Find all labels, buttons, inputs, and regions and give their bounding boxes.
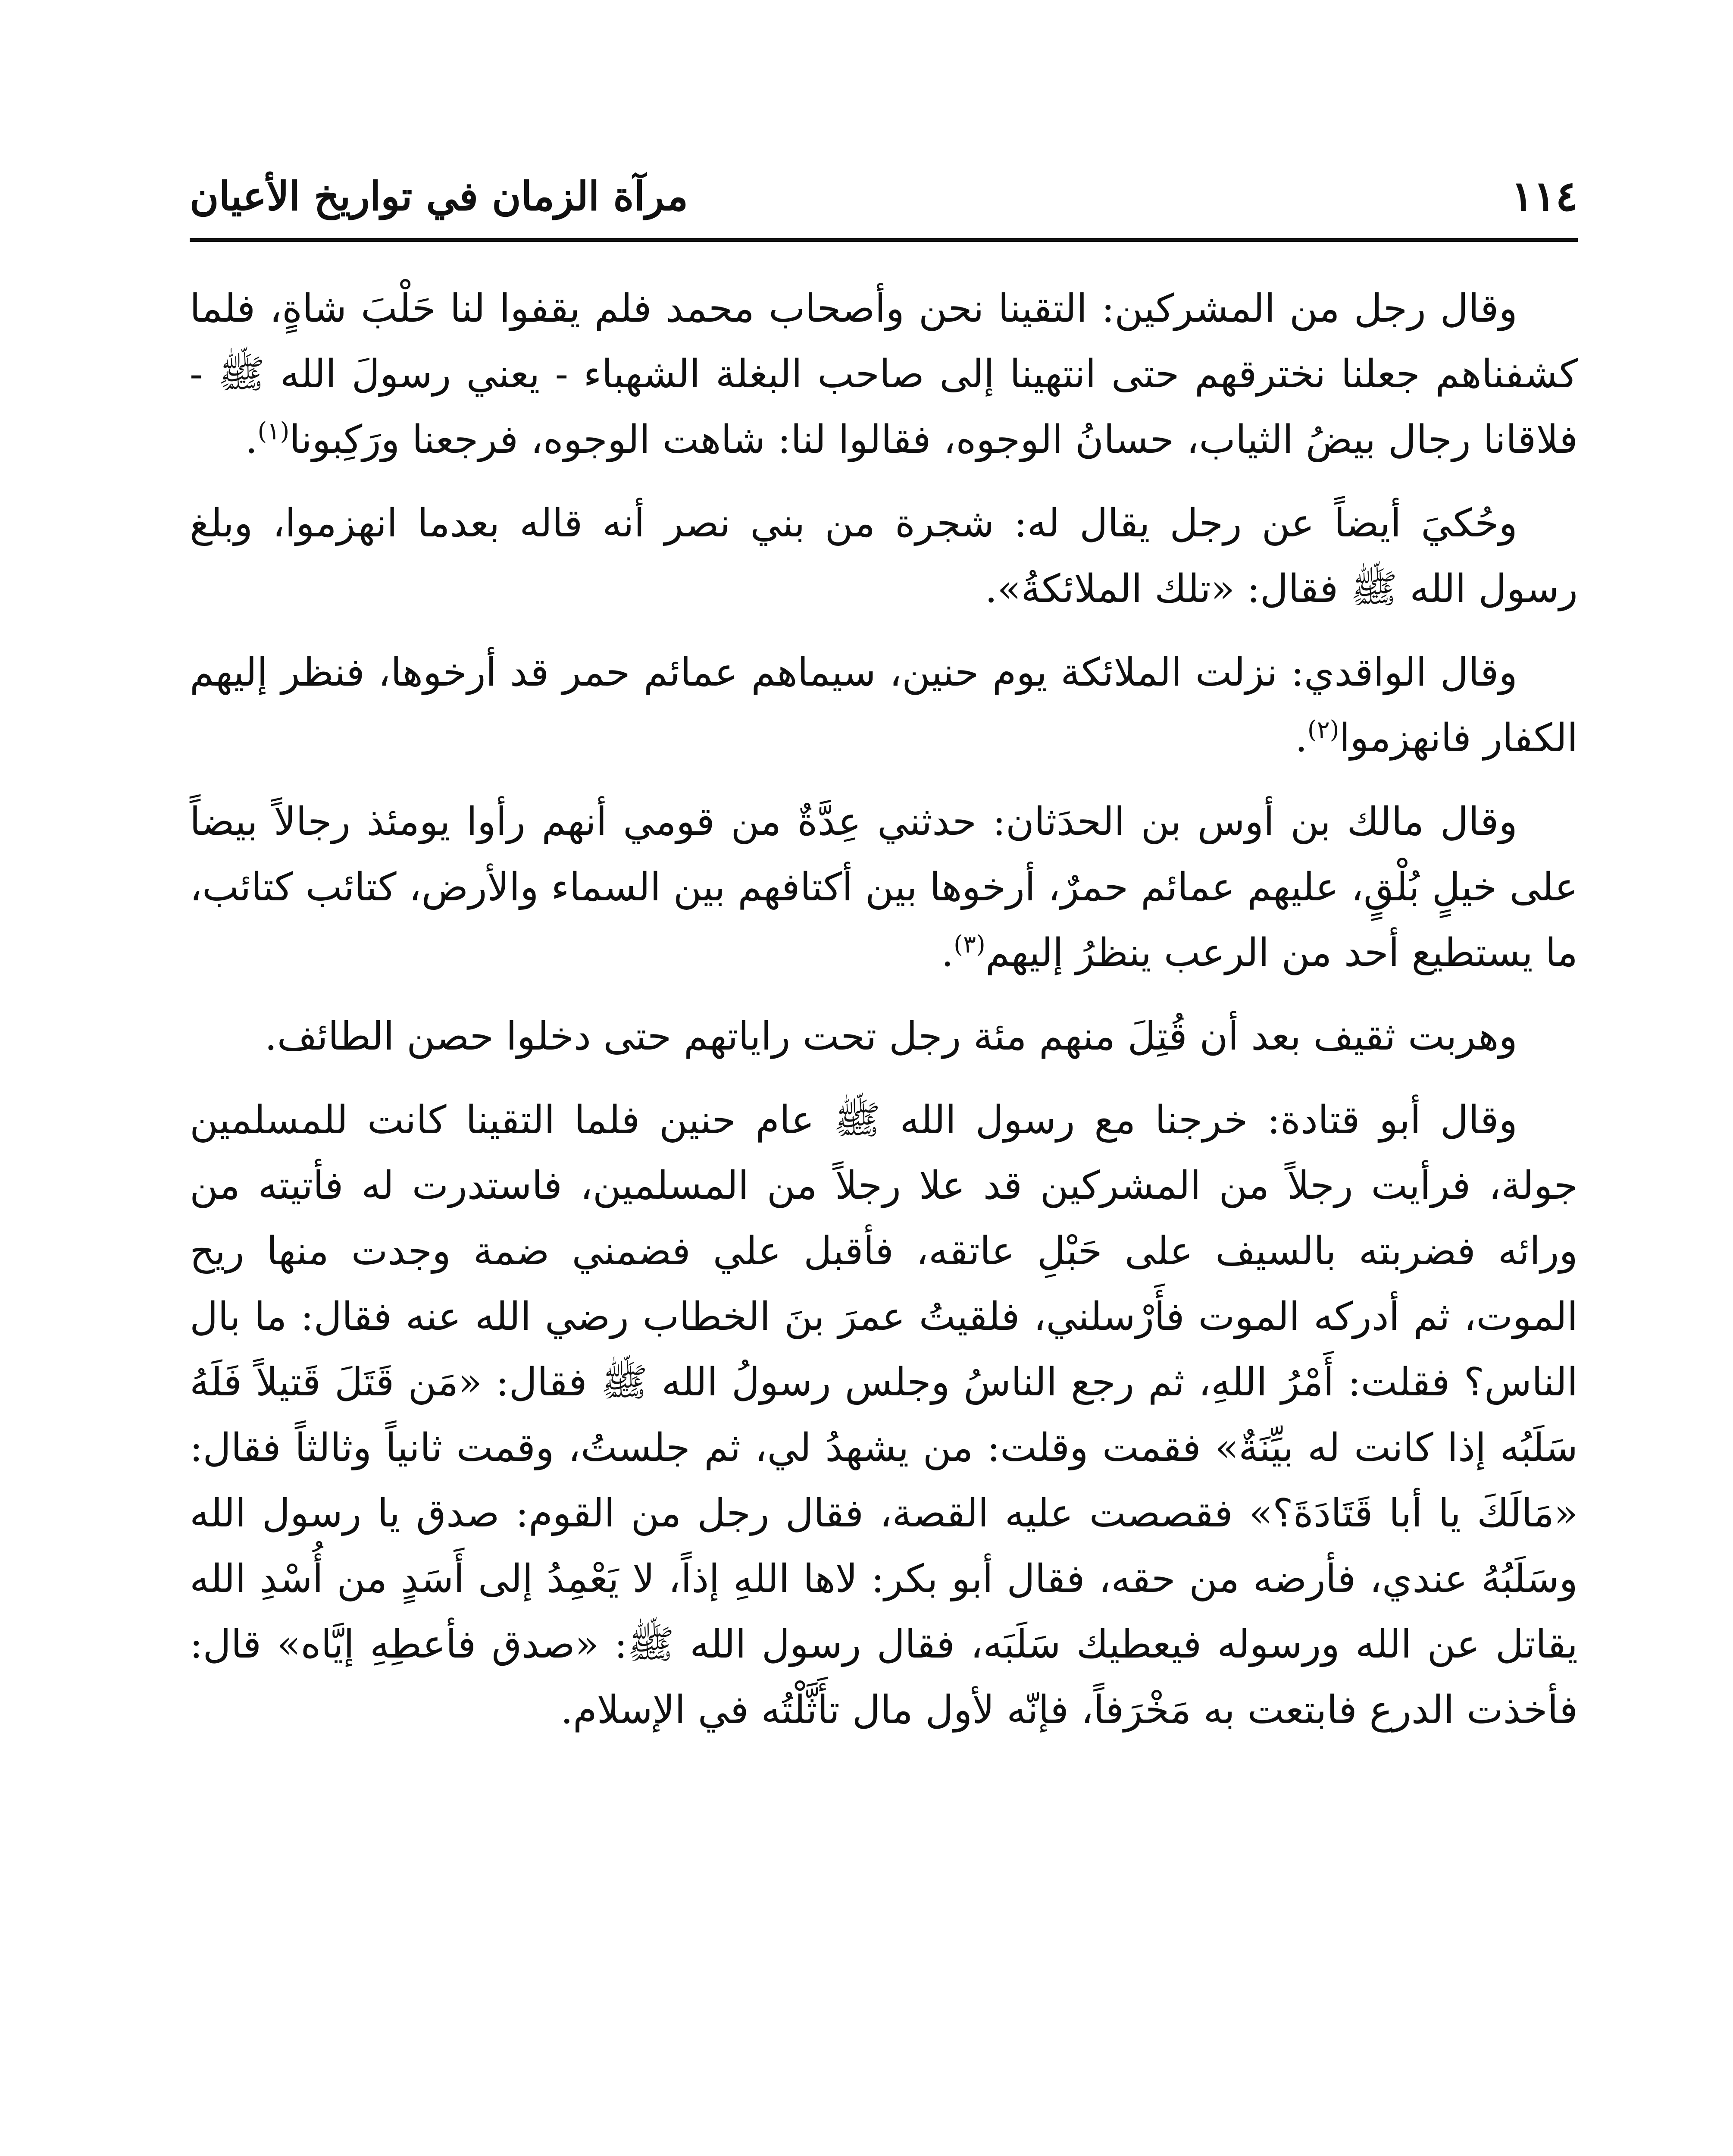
paragraph-text: وقال مالك بن أوس بن الحدَثان: حدثني عِدَّةٌ من قومي أنهم رأوا يومئذ رجالاً بيضاً على خيلٍ بُلْقٍ، عليهم عمائم حمرٌ، أرخوها بين أكتافهم بين السماء والأرض، كتائب كتائب، ما يستطيع أحد من الرعب ينظرُ إليهم xyxy=(190,799,1578,975)
footnote-ref: (٢) xyxy=(1307,716,1339,744)
paragraph-text: وقال أبو قتادة: خرجنا مع رسول الله ﷺ عام حنين فلما التقينا كانت للمسلمين جولة، فرأيت رجلاً من المشركين قد علا رجلاً من المسلمين، فاستدرت له فأتيته من ورائه فضربته بالسيف على حَبْلِ عاتقه، فأقبل علي فضمني ضمة وجدت منها ريح الموت، ثم أدركه الموت فأَرْسلني، فلقيتُ عمرَ بنَ الخطاب رضي الله عنه فقال: ما بال الناس؟ فقلت: أَمْرُ اللهِ، ثم رجع الناسُ وجلس رسولُ الله ﷺ فقال: «مَن قَتَلَ قَتيلاً فَلَهُ سَلَبُه إذا كانت له بيِّنَةٌ» فقمت وقلت: من يشهدُ لي، ثم جلستُ، وقمت ثانياً وثالثاً فقال: «مَالَكَ يا أبا قَتَادَةَ؟» فقصصت عليه القصة، فقال رجل من القوم: صدق يا رسول الله وسَلَبُهُ عندي، فأرضه من حقه، فقال أبو بكر: لاها اللهِ إذاً، لا يَعْمِدُ إلى أَسَدٍ من أُسْدِ الله يقاتل عن الله ورسوله فيعطيك سَلَبَه، فقال رسول الله ﷺ: «صدق فأعطِهِ إيَّاه» قال: فأخذت الدرع فابتعت به مَخْرَفاً، فإنّه لأول مال تأَثَّلْتُه في الإسلام. xyxy=(190,1097,1578,1733)
paragraph xyxy=(190,1087,1578,1743)
header-rule xyxy=(190,238,1578,242)
paragraph xyxy=(190,276,1578,473)
paragraph-text: وقال الواقدي: نزلت الملائكة يوم حنين، سيماهم عمائم حمر قد أرخوها، فنظر إليهم الكفار فانهزموا xyxy=(190,650,1578,761)
paragraph-text: وحُكيَ أيضاً عن رجل يقال له: شجرة من بني نصر أنه قاله بعدما انهزموا، وبلغ رسول الله ﷺ فقال: «تلك الملائكةُ». xyxy=(190,501,1578,611)
paragraph xyxy=(190,640,1578,771)
footnote-ref: (١) xyxy=(257,417,290,445)
paragraph-text: وهربت ثقيف بعد أن قُتِلَ منهم مئة رجل تحت راياتهم حتى دخلوا حصن الطائف. xyxy=(265,1014,1517,1059)
sentence-end: . xyxy=(245,417,258,462)
main-text xyxy=(190,276,1578,1761)
paragraph xyxy=(190,491,1578,622)
sentence-end: . xyxy=(941,930,954,975)
page-number: ١١٤ xyxy=(1511,172,1578,220)
footnote-ref: (٣) xyxy=(954,931,985,959)
page-header xyxy=(190,164,1578,229)
sentence-end: . xyxy=(1295,715,1308,761)
paragraph xyxy=(190,789,1578,986)
paragraph-text: وقال رجل من المشركين: التقينا نحن وأصحاب محمد فلم يقفوا لنا حَلْبَ شاةٍ، فلما كشفناهم جعلنا نخترقهم حتى انتهينا إلى صاحب البغلة الشهباء - يعني رسولَ الله ﷺ - فلاقانا رجال بيضُ الثياب، حسانُ الوجوه، فقالوا لنا: شاهت الوجوه، فرجعنا ورَكِبونا xyxy=(190,286,1578,462)
running-title: مرآة الزمان في تواريخ الأعيان xyxy=(190,173,688,219)
paragraph xyxy=(190,1004,1578,1069)
